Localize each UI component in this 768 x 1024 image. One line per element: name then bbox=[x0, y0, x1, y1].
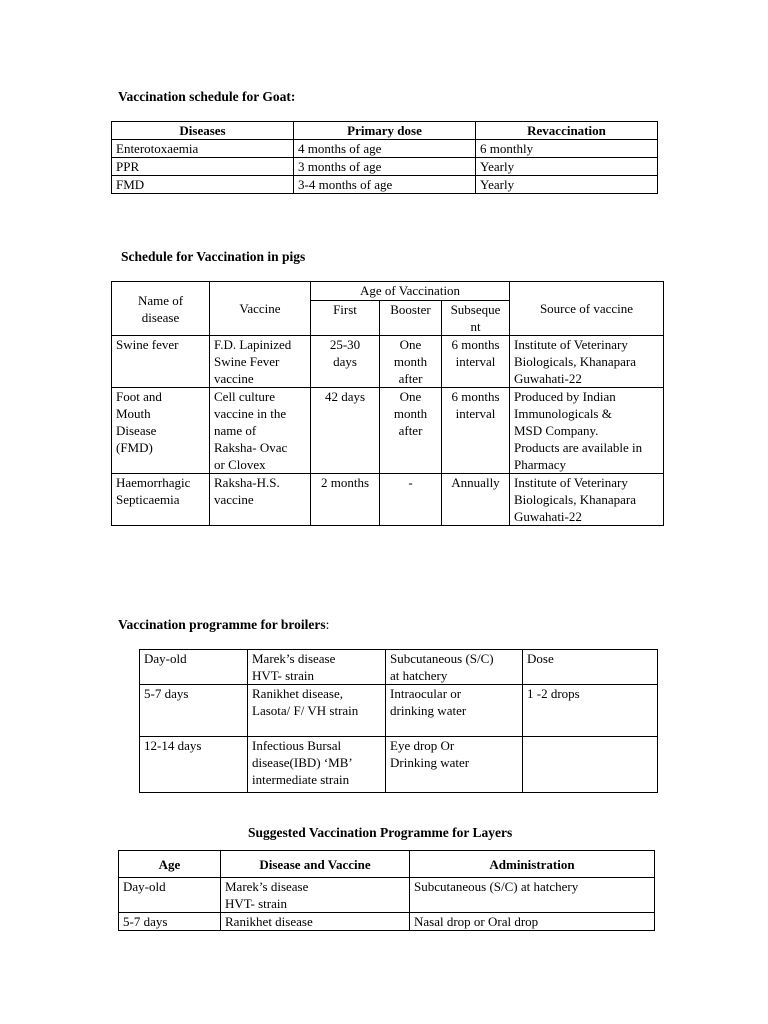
table-cell: 42 days bbox=[311, 388, 380, 474]
table-row bbox=[140, 685, 658, 737]
pigs-title: Schedule for Vaccination in pigs bbox=[121, 249, 306, 264]
goat-table bbox=[111, 121, 658, 194]
table-cell: FMD bbox=[112, 176, 294, 194]
column-header: Name of disease bbox=[112, 282, 210, 336]
column-header: Administration bbox=[410, 851, 655, 878]
table-row bbox=[140, 650, 658, 685]
table-row bbox=[112, 140, 658, 158]
broilers-title bbox=[118, 616, 329, 633]
table-cell: 6 monthly bbox=[476, 140, 658, 158]
table-cell: 6 months interval bbox=[442, 388, 510, 474]
table-cell: Raksha-H.S. vaccine bbox=[210, 474, 311, 526]
column-header: Booster bbox=[380, 301, 442, 336]
table-cell: 3 months of age bbox=[294, 158, 476, 176]
table-cell: 12-14 days bbox=[140, 737, 248, 793]
table-cell: Day-old bbox=[140, 650, 248, 685]
table-cell: 6 months interval bbox=[442, 336, 510, 388]
table-row bbox=[112, 388, 664, 474]
table-cell: 1 -2 drops bbox=[523, 685, 658, 737]
column-header: Vaccine bbox=[210, 282, 311, 336]
goat-title: Vaccination schedule for Goat: bbox=[118, 89, 296, 104]
table-cell: 4 months of age bbox=[294, 140, 476, 158]
table-cell: One month after bbox=[380, 388, 442, 474]
table-header-row bbox=[112, 282, 664, 301]
table-cell: Nasal drop or Oral drop bbox=[410, 913, 655, 931]
table-row bbox=[140, 737, 658, 793]
column-group-header: Age of Vaccination bbox=[311, 282, 510, 301]
table-cell: Intraocular or drinking water bbox=[386, 685, 523, 737]
table-cell: Yearly bbox=[476, 176, 658, 194]
column-header: Subseque nt bbox=[442, 301, 510, 336]
table-cell: Produced by Indian Immunologicals & MSD Company. Products are available in Pharmacy bbox=[510, 388, 664, 474]
column-header: Age bbox=[119, 851, 221, 878]
table-cell: Institute of Veterinary Biologicals, Khanapara Guwahati-22 bbox=[510, 474, 664, 526]
table-cell: PPR bbox=[112, 158, 294, 176]
broilers-table bbox=[139, 649, 658, 793]
table-row bbox=[112, 158, 658, 176]
layers-table bbox=[118, 850, 655, 931]
table-cell: 5-7 days bbox=[119, 913, 221, 931]
table-cell: 5-7 days bbox=[140, 685, 248, 737]
column-header: Source of vaccine bbox=[510, 282, 664, 336]
table-cell: Subcutaneous (S/C) at hatchery bbox=[410, 878, 655, 913]
table-cell: Enterotoxaemia bbox=[112, 140, 294, 158]
table-row bbox=[112, 336, 664, 388]
table-cell: Marek’s disease HVT- strain bbox=[248, 650, 386, 685]
table-cell: - bbox=[380, 474, 442, 526]
table-cell: 25-30 days bbox=[311, 336, 380, 388]
table-cell: Foot and Mouth Disease (FMD) bbox=[112, 388, 210, 474]
table-cell: Marek’s disease HVT- strain bbox=[221, 878, 410, 913]
table-row bbox=[112, 474, 664, 526]
table-cell: Cell culture vaccine in the name of Raksha- Ovac or Clovex bbox=[210, 388, 311, 474]
table-row bbox=[119, 913, 655, 931]
table-cell: 3-4 months of age bbox=[294, 176, 476, 194]
table-cell: One month after bbox=[380, 336, 442, 388]
column-header: First bbox=[311, 301, 380, 336]
table-cell: Yearly bbox=[476, 158, 658, 176]
column-header: Diseases bbox=[112, 122, 294, 140]
column-header: Primary dose bbox=[294, 122, 476, 140]
table-cell: Dose bbox=[523, 650, 658, 685]
table-cell bbox=[523, 737, 658, 793]
table-header-row bbox=[112, 122, 658, 140]
table-cell: 2 months bbox=[311, 474, 380, 526]
table-cell: Eye drop Or Drinking water bbox=[386, 737, 523, 793]
table-header-row bbox=[119, 851, 655, 878]
table-cell: Institute of Veterinary Biologicals, Khanapara Guwahati-22 bbox=[510, 336, 664, 388]
table-cell: F.D. Lapinized Swine Fever vaccine bbox=[210, 336, 311, 388]
table-cell: Swine fever bbox=[112, 336, 210, 388]
broilers-title-colon: : bbox=[325, 617, 330, 632]
table-cell: Infectious Bursal disease(IBD) ‘MB’ intermediate strain bbox=[248, 737, 386, 793]
table-cell: Day-old bbox=[119, 878, 221, 913]
table-cell: Ranikhet disease bbox=[221, 913, 410, 931]
table-cell: Annually bbox=[442, 474, 510, 526]
broilers-title-text: Vaccination programme for broilers bbox=[118, 617, 326, 632]
table-cell: Ranikhet disease, Lasota/ F/ VH strain bbox=[248, 685, 386, 737]
table-cell: Subcutaneous (S/C) at hatchery bbox=[386, 650, 523, 685]
column-header: Disease and Vaccine bbox=[221, 851, 410, 878]
table-row bbox=[112, 176, 658, 194]
table-row bbox=[119, 878, 655, 913]
layers-title: Suggested Vaccination Programme for Layers bbox=[248, 825, 513, 840]
table-cell: Haemorrhagic Septicaemia bbox=[112, 474, 210, 526]
column-header: Revaccination bbox=[476, 122, 658, 140]
pigs-table bbox=[111, 281, 664, 526]
